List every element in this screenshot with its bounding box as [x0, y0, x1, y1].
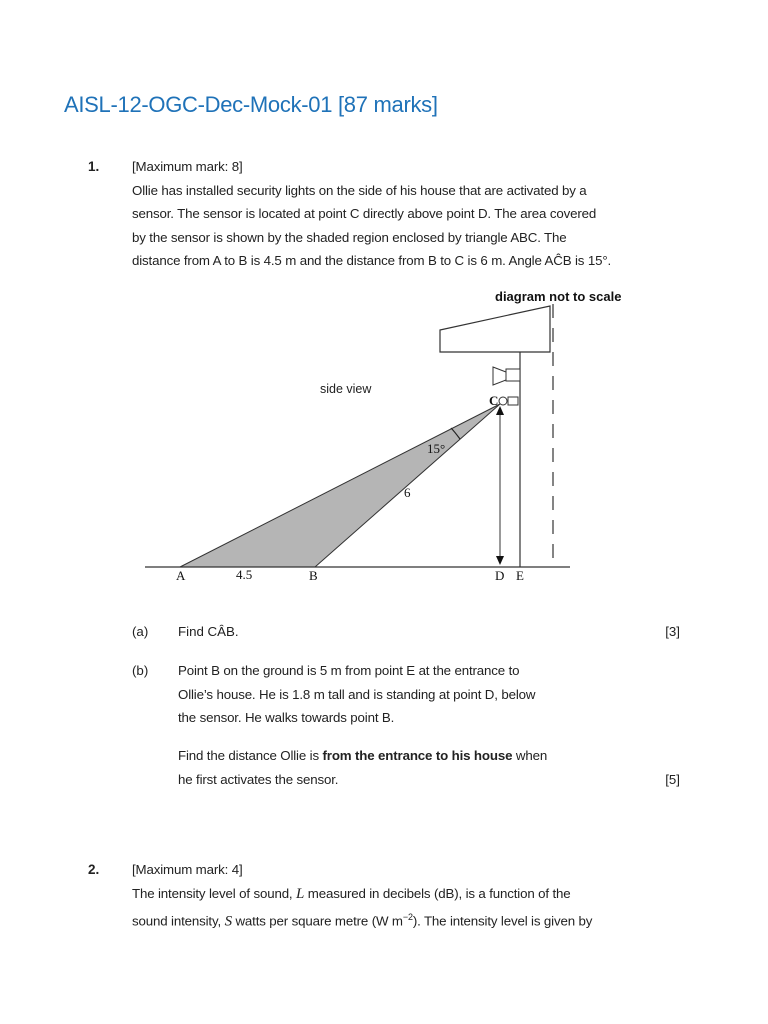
question-2-line-1 — [132, 882, 592, 907]
page-title — [64, 92, 438, 118]
sensor-icon — [499, 397, 518, 405]
question-1-text — [132, 155, 611, 273]
unit-exponent: −2 — [402, 912, 413, 922]
question-1-line-3: by the sensor is shown by the shaded region enclosed by triangle ABC. The — [132, 229, 567, 245]
angle-label: 15° — [427, 441, 446, 456]
part-b-find-post: when — [512, 748, 548, 763]
part-b-line-2: Ollie’s house. He is 1.8 m tall and is standing at point D, below — [178, 686, 536, 702]
part-b-find — [178, 744, 547, 791]
part-a-label: (a) — [132, 624, 149, 639]
ab-length-label: 4.5 — [236, 567, 253, 582]
point-d-label: D — [495, 568, 505, 583]
diagram-note: diagram not to scale — [495, 289, 622, 304]
point-a-label: A — [176, 568, 186, 583]
point-e-label: E — [516, 568, 524, 583]
part-b-mark: [5] — [665, 772, 680, 787]
q2-line2-post: ). The intensity level is given by — [412, 913, 593, 929]
question-2-number: 2. — [88, 862, 100, 877]
variable-s: S — [224, 913, 232, 930]
q2-line2-mid: watts per square metre (W m — [231, 913, 403, 929]
total-marks: [87 marks] — [337, 92, 438, 117]
security-light-icon — [493, 367, 520, 385]
question-2-text — [132, 858, 592, 934]
part-b-find-line-2: he first activates the sensor. — [178, 771, 339, 787]
q2-line1-post: measured in decibels (dB), is a function of the — [304, 885, 571, 901]
bc-length-label: 6 — [404, 485, 411, 500]
question-2-line-2 — [132, 906, 592, 934]
security-light-diagram — [130, 284, 640, 594]
q2-line1-pre: The intensity level of sound, — [132, 885, 297, 901]
part-b-text — [178, 659, 535, 730]
point-b-label: B — [309, 568, 318, 583]
part-b-line-1: Point B on the ground is 5 m from point E at the entrance to — [178, 663, 520, 678]
question-1-line-2: sensor. The sensor is located at point C directly above point D. The area covered — [132, 206, 597, 221]
part-b-line-3: the sensor. He walks towards point B. — [178, 710, 395, 725]
question-2-max-mark: [Maximum mark: 4] — [132, 862, 243, 877]
part-a-text: Find CÂB. — [178, 624, 239, 639]
question-1-max-mark: [Maximum mark: 8] — [132, 159, 243, 174]
q2-line2-pre: sound intensity, — [132, 913, 225, 929]
house-roof — [440, 306, 550, 352]
arrow-down-icon — [496, 556, 504, 565]
part-b-find-pre: Find the distance Ollie is — [178, 748, 323, 763]
part-a-mark: [3] — [665, 624, 680, 639]
part-b-find-line-1 — [178, 744, 547, 768]
part-b-label: (b) — [132, 663, 149, 678]
question-1-line-4: distance from A to B is 4.5 m and the distance from B to C is 6 m. Angle AĈB is 15°. — [132, 253, 612, 268]
exam-code: AISL-12-OGC-Dec-Mock-01 — [64, 92, 333, 117]
point-c-label: C — [489, 393, 499, 408]
question-1-number: 1. — [88, 159, 100, 174]
side-view-label: side view — [320, 382, 372, 396]
question-1-line-1: Ollie has installed security lights on the side of his house that are activated by a — [132, 182, 587, 198]
part-b-find-bold: from the entrance to his house — [322, 748, 513, 763]
variable-l: L — [296, 885, 305, 902]
